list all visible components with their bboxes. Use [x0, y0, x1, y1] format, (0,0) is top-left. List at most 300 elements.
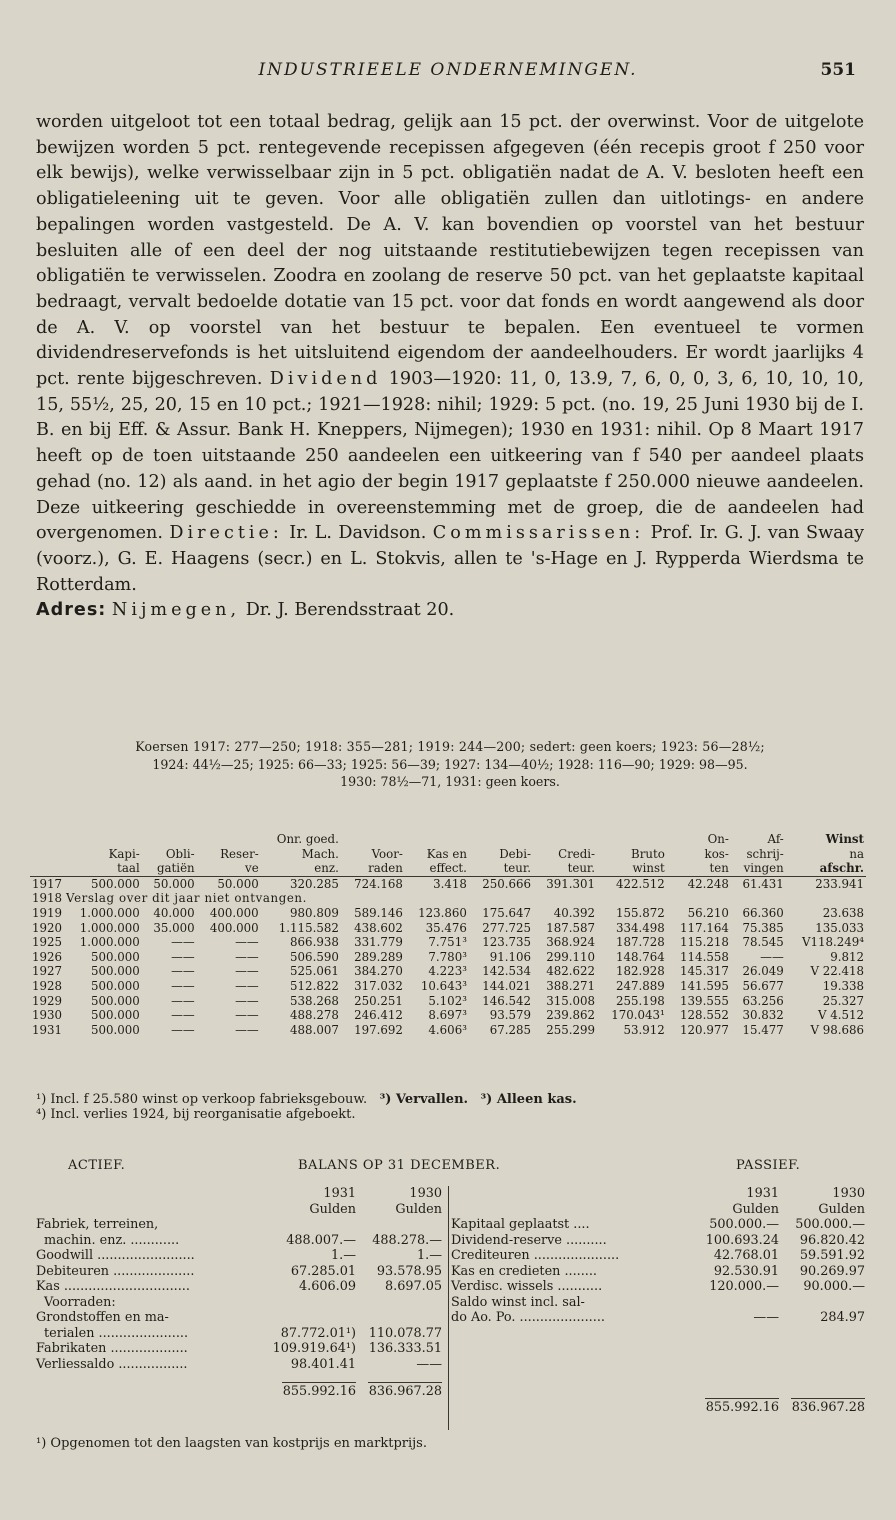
passief-year-1931: 1931 [746, 1186, 779, 1201]
koersen-line-1: Koersen 1917: 277—250; 1918: 355—281; 1919: 244—200; sedert: geen koers; 1923: 56—28½; [135, 739, 765, 754]
cell: —— [235, 949, 259, 964]
list-item [34, 1264, 444, 1280]
cell: 289.289 [354, 949, 403, 964]
cell: 3.418 [433, 876, 467, 891]
cell: 233.941 [815, 876, 864, 891]
item-label: Verliessaldo ................. [36, 1356, 188, 1372]
actief-total-row [34, 1372, 444, 1400]
item-1930: 93.578.95 [376, 1263, 442, 1279]
item-1930: 90.269.97 [799, 1263, 865, 1279]
list-item [449, 1279, 867, 1295]
passief-currency-1931: Gulden [732, 1201, 779, 1217]
running-title: INDUSTRIEELE ONDERNEMINGEN. [258, 60, 638, 80]
fin-h1-1 [64, 832, 142, 847]
cell: 1920 [32, 920, 63, 935]
koersen-line-3: 1930: 78½—71, 1931: geen koers. [340, 774, 560, 789]
fin-h2-4: Mach. [301, 846, 339, 861]
cell: 4.223³ [428, 964, 467, 979]
item-label: Grondstoffen en ma- [36, 1310, 169, 1325]
item-label: Goodwill ........................ [36, 1248, 195, 1263]
commissarissen-label: Commissarissen: [432, 523, 645, 544]
fin-h2-2: Obli- [165, 846, 195, 861]
item-label: do Ao. Po. ..................... [451, 1310, 605, 1325]
cell: 1925 [32, 935, 63, 950]
item-1931 [271, 1310, 358, 1326]
cell: 1929 [32, 993, 63, 1008]
cell: 117.164 [680, 920, 729, 935]
fin-h3-8: teur. [567, 861, 596, 876]
cell: 1926 [32, 949, 63, 964]
cell: 135.033 [815, 920, 864, 935]
cell: 142.534 [482, 964, 531, 979]
fin-h1-12: Winst [825, 832, 864, 846]
cell: 538.268 [290, 993, 339, 1008]
cell: 1930 [32, 1008, 63, 1023]
item-1931: 4.606.09 [299, 1279, 356, 1294]
dividend-label: Dividend [269, 369, 382, 390]
cell: 78.545 [742, 935, 784, 950]
table-row [30, 935, 866, 950]
item-label: Crediteuren ..................... [451, 1248, 620, 1263]
fin-h1-8 [533, 832, 597, 847]
cell: 182.928 [616, 964, 665, 979]
cell: 35.476 [425, 920, 467, 935]
cell: 7.780³ [428, 949, 467, 964]
item-1930 [781, 1295, 867, 1311]
footnote: ¹) Opgenomen tot den laagsten van kostprijs en marktprijs. [36, 1436, 427, 1451]
cell: 40.000 [153, 905, 195, 920]
cell: 91.106 [489, 949, 531, 964]
cell: 512.822 [290, 978, 339, 993]
cell: —— [171, 978, 195, 993]
cell: 23.638 [822, 905, 864, 920]
item-label: Fabriek, terreinen, [36, 1217, 159, 1232]
fin-h2-1: Kapi- [108, 846, 140, 861]
cell: 42.248 [687, 876, 729, 891]
cell: —— [171, 964, 195, 979]
cell: 187.728 [616, 935, 665, 950]
cell: 1931 [32, 1022, 63, 1037]
cell: 250.666 [482, 876, 531, 891]
list-item [449, 1295, 867, 1311]
cell: 56.677 [742, 978, 784, 993]
cell: 7.751³ [428, 935, 467, 950]
cell: 4.606³ [428, 1022, 467, 1037]
cell: 400.000 [209, 920, 259, 935]
item-1930: 59.591.92 [799, 1248, 865, 1263]
list-item [34, 1217, 444, 1233]
cell: 197.692 [354, 1022, 403, 1037]
cell: 1918 [32, 891, 63, 906]
cell: 67.285 [489, 1022, 531, 1037]
fin-h1-0 [30, 832, 64, 847]
item-1930: 8.697.05 [385, 1279, 442, 1294]
directie-label: Directie: [169, 523, 283, 544]
fin-h3-6: effect. [429, 861, 467, 876]
adres-street: Dr. J. Berendsstraat 20. [245, 600, 455, 621]
koersen-line-2: 1924: 44½—25; 1925: 66—33; 1925: 56—39; 1927: 134—40½; 1928: 116—90; 1929: 98—95. [152, 756, 748, 772]
cell: —— [171, 993, 195, 1008]
list-item [34, 1310, 444, 1326]
fin-h1-10: On- [707, 832, 729, 846]
cell: 277.725 [482, 920, 531, 935]
passief-currency-row [449, 1202, 867, 1218]
item-1930 [358, 1295, 444, 1311]
cell: 15.477 [742, 1022, 784, 1037]
table-row [30, 1023, 866, 1038]
cell: 50.000 [153, 876, 195, 891]
cell: 400.000 [209, 905, 259, 920]
table-row [30, 921, 866, 936]
cell: 75.385 [742, 920, 784, 935]
cell: 422.512 [616, 876, 665, 891]
row-note: Verslag over dit jaar niet ontvangen. [66, 891, 307, 906]
cell: 1917 [32, 876, 63, 891]
cell: 53.912 [623, 1022, 665, 1037]
fin-h3-12: afschr. [819, 861, 864, 876]
cell: 120.977 [680, 1022, 729, 1037]
note-4: ⁴) Incl. verlies 1924, bij reorganisatie afgeboekt. [36, 1107, 356, 1122]
cell: 500.000 [90, 949, 140, 964]
cell: 145.317 [680, 964, 729, 979]
cell: 19.338 [822, 978, 864, 993]
cell: 139.555 [680, 993, 729, 1008]
cell: 61.431 [742, 876, 784, 891]
cell: 175.647 [482, 905, 531, 920]
passief-table [448, 1186, 867, 1430]
cell: 1.000.000 [79, 935, 140, 950]
list-item [449, 1264, 867, 1280]
cell: 40.392 [553, 905, 596, 920]
item-1931: 42.768.01 [713, 1248, 779, 1263]
fin-h3-5: raden [368, 861, 403, 876]
cell: 500.000 [90, 993, 140, 1008]
cell: 8.697³ [428, 1008, 467, 1023]
item-1931: 1.— [330, 1248, 356, 1263]
cell: 93.579 [489, 1008, 531, 1023]
adres-city: Nijmegen, [111, 600, 241, 621]
spacer-row [449, 1326, 867, 1388]
list-item [34, 1279, 444, 1295]
cell: 1.000.000 [79, 905, 140, 920]
fin-h1-9 [597, 832, 667, 847]
cell: —— [235, 935, 259, 950]
item-label: Kas en credieten ........ [451, 1263, 597, 1279]
item-1930: 96.820.42 [799, 1232, 865, 1248]
table-row-1918 [30, 891, 866, 906]
cell: 9.812 [830, 949, 864, 964]
table-row [30, 950, 866, 965]
cell: —— [171, 949, 195, 964]
item-1930: 284.97 [820, 1310, 865, 1325]
item-1931: 120.000.— [709, 1279, 779, 1294]
fin-h3-7: teur. [503, 861, 531, 876]
cell: —— [171, 935, 195, 950]
actief-currency-1930: Gulden [395, 1201, 442, 1217]
cell: —— [760, 949, 784, 964]
cell: 500.000 [90, 978, 140, 993]
item-1930: 90.000.— [803, 1279, 865, 1294]
item-label: machin. enz. ............ [44, 1232, 180, 1248]
fin-h1-3 [197, 832, 261, 847]
actief-year-1930: 1930 [409, 1186, 442, 1201]
cell: 30.832 [742, 1008, 784, 1023]
cell: 128.552 [680, 1008, 729, 1023]
fin-h2-7: Debi- [499, 846, 531, 861]
item-1930: 500.000.— [795, 1217, 865, 1232]
actief-year-row [34, 1186, 444, 1202]
cell: 500.000 [90, 1022, 140, 1037]
item-label: Saldo winst incl. sal- [451, 1294, 585, 1310]
fin-h2-12: na [849, 846, 864, 861]
financial-table [30, 832, 866, 1037]
cell: —— [235, 993, 259, 1008]
item-1931 [695, 1295, 781, 1311]
fin-header-row-3 [30, 861, 866, 876]
cell: —— [235, 978, 259, 993]
item-1931: 92.530.91 [713, 1263, 779, 1279]
cell: 384.270 [354, 964, 403, 979]
notes-line-1 [36, 1092, 866, 1107]
cell: 246.412 [354, 1008, 403, 1023]
item-1931: 109.919.64¹) [272, 1341, 356, 1356]
item-1931: 488.007.— [286, 1232, 356, 1248]
cell: 247.889 [616, 978, 665, 993]
item-label: Verdisc. wissels ........... [451, 1279, 603, 1294]
fin-h1-6 [405, 832, 469, 847]
list-item [449, 1217, 867, 1233]
cell: 317.032 [354, 978, 403, 993]
cell: 141.595 [680, 978, 729, 993]
cell: 26.049 [742, 964, 784, 979]
cell: 146.542 [482, 993, 531, 1008]
actief-currency-row [34, 1202, 444, 1218]
table-row [30, 906, 866, 921]
cell: 56.210 [687, 905, 729, 920]
fin-h3-11: vingen [743, 861, 784, 876]
cell: 255.299 [546, 1022, 596, 1037]
item-1930 [358, 1310, 444, 1326]
cell: 320.285 [290, 876, 339, 891]
table-notes [36, 1092, 866, 1122]
cell: 315.008 [546, 993, 596, 1008]
cell: V 98.686 [810, 1022, 864, 1037]
fin-h3-4: enz. [314, 861, 339, 876]
fin-h2-10: kos- [704, 846, 729, 861]
directie-text: Ir. L. Davidson. [289, 523, 427, 544]
fin-h3-0 [30, 861, 64, 876]
table-row [30, 1008, 866, 1023]
cell: 123.860 [418, 905, 467, 920]
cell: 525.061 [290, 964, 339, 979]
actief-currency-1931: Gulden [309, 1201, 356, 1217]
fin-h3-1: taal [117, 861, 140, 876]
passief-title: PASSIEF. [736, 1158, 801, 1173]
fin-header-row-1 [30, 832, 866, 847]
item-label: Voorraden: [44, 1294, 116, 1310]
cell: 1919 [32, 905, 63, 920]
cell: 66.360 [742, 905, 784, 920]
cell: 170.043¹ [611, 1008, 665, 1023]
list-item [449, 1233, 867, 1249]
cell: 123.735 [482, 935, 531, 950]
fin-h2-0 [30, 847, 64, 862]
cell: —— [235, 964, 259, 979]
item-label: Debiteuren .................... [36, 1263, 195, 1279]
item-1931: 100.693.24 [705, 1232, 779, 1248]
cell: 1927 [32, 964, 63, 979]
adres-label: Adres: [36, 600, 107, 621]
table-row [30, 994, 866, 1009]
cell: 25.327 [822, 993, 864, 1008]
item-1931: 87.772.01¹) [280, 1325, 356, 1341]
fin-h2-3: Reser- [220, 846, 259, 861]
list-item [34, 1233, 444, 1249]
cell: 500.000 [90, 1008, 140, 1023]
paragraph-main: worden uitgeloot tot een totaal bedrag, gelijk aan 15 pct. der overwinst. Voor de uitgelote bewijzen worden 5 pct. rentegevende recepissen afgegeven (één recepis groot f 250 voor elk bewijs), welke verwisselbaar zijn in 5 pct. obligatiën nadat de A. V. besloten heeft een obligatieleening uit te geven. Voor alle obligatiën zullen dan uitlotings- en andere bepalingen worden vastgesteld. De A. V. kan bovendien op voorstel van het bestuur besluiten alle of een deel der nog uitstaande restitutiebewijzen tegen recepissen van obligatiën te verwisselen. Zoodra en zoolang de reserve 50 pct. van het geplaatste kapitaal bedraagt, vervalt bedoelde dotatie van 15 pct. voor dat fonds en wordt aangewend als door de A. V. op voorstel van het bestuur te bepalen. Een eventueel te vormen dividendreservefonds is het uitsluitend eigendom der aandeelhouders. Er wordt jaarlijks 4 pct. rente bijgeschreven. [36, 112, 864, 390]
cell: V 4.512 [817, 1008, 864, 1023]
dividend-text: 1903—1920: 11, 0, 13.9, 7, 6, 0, 0, 3, 6, 10, 10, 10, 15, 55½, 25, 20, 15 en 10 pct.; 1921—1928: nihil; 1929: 5 pct. (no. 19, 25 Juni 1930 bij de I. B. en bij Eff. & Assur. Bank H. Kneppers, Nijmegen); 1930 en 1931: nihil. Op 8 Maart 1917 heeft op de toen uitstaande 250 aandeelen een uitkeering van f 540 per aandeel plaats gehad (no. 12) als aand. in het agio der begin 1917 geplaatste f 250.000 nieuwe aandeelen. Deze uitkeering geschiedde in overeenstemming met de groep, die de aandeelen had overgenomen. [36, 369, 864, 544]
item-label: Kapitaal geplaatst .... [451, 1217, 590, 1232]
cell: —— [235, 1022, 259, 1037]
passief-year-row [449, 1186, 867, 1202]
actief-year-1931: 1931 [323, 1186, 356, 1201]
cell: 724.168 [354, 876, 403, 891]
fin-h3-9: winst [632, 861, 665, 876]
passief-year-1930: 1930 [832, 1186, 865, 1201]
cell: 488.007 [290, 1022, 339, 1037]
cell: 114.558 [680, 949, 729, 964]
cell: 980.809 [290, 905, 339, 920]
list-item [34, 1326, 444, 1342]
list-item [34, 1295, 444, 1311]
passief-currency-1930: Gulden [818, 1201, 865, 1217]
note-3: ³) Vervallen. [379, 1092, 469, 1107]
actief-total-1931: 855.992.16 [282, 1384, 356, 1399]
fin-h2-5: Voor- [371, 846, 403, 861]
item-1930: —— [416, 1356, 442, 1372]
fin-h3-2: gatiën [156, 861, 195, 876]
cell: 388.271 [546, 978, 596, 993]
cell: —— [171, 1022, 195, 1037]
cell: 50.000 [217, 876, 259, 891]
fin-h2-6: Kas en [426, 846, 467, 861]
page-number: 551 [820, 60, 856, 80]
item-1930: 136.333.51 [368, 1341, 442, 1356]
fin-h1-5 [341, 832, 405, 847]
item-1931: 98.401.41 [290, 1356, 356, 1372]
cell: 250.251 [354, 993, 403, 1008]
fin-h2-11: schrij- [746, 846, 784, 861]
cell: 155.872 [616, 905, 665, 920]
cell: 1.000.000 [79, 920, 140, 935]
item-1931: 67.285.01 [290, 1263, 356, 1279]
koersen-block [36, 738, 864, 791]
cell: 488.278 [290, 1008, 339, 1023]
passief-total-1931: 855.992.16 [705, 1399, 779, 1415]
cell: 10.643³ [420, 978, 467, 993]
cell: 331.779 [354, 935, 403, 950]
cell: 1928 [32, 978, 63, 993]
cell: 500.000 [90, 964, 140, 979]
fin-h2-8: Credi- [558, 846, 596, 861]
item-label: Dividend-reserve .......... [451, 1232, 607, 1248]
item-1930: 110.078.77 [368, 1325, 442, 1341]
passief-total-1930: 836.967.28 [791, 1399, 865, 1415]
cell: 334.498 [616, 920, 665, 935]
cell: —— [171, 1008, 195, 1023]
cell: 299.110 [546, 949, 596, 964]
cell: 255.198 [616, 993, 665, 1008]
page-header [36, 60, 860, 86]
item-1931: —— [753, 1310, 779, 1325]
cell: 148.764 [616, 949, 665, 964]
cell: 1.115.582 [278, 920, 339, 935]
item-1931 [271, 1295, 358, 1311]
actief-table [34, 1186, 444, 1400]
item-label: Kas ............................... [36, 1279, 190, 1294]
cell: 63.256 [742, 993, 784, 1008]
note-alleen-kas: ³) Alleen kas. [480, 1092, 577, 1107]
cell: V118.249⁴ [801, 935, 864, 950]
fin-h1-2 [142, 832, 197, 847]
cell: 589.146 [354, 905, 403, 920]
cell: 35.000 [153, 920, 195, 935]
fin-h1-11: Af- [767, 832, 784, 846]
cell: 144.021 [482, 978, 531, 993]
cell: 482.622 [546, 964, 596, 979]
list-item [34, 1341, 444, 1357]
list-item [449, 1310, 867, 1326]
cell: 115.218 [680, 935, 729, 950]
cell: 5.102³ [428, 993, 467, 1008]
item-label: Fabrikaten ................... [36, 1341, 188, 1356]
cell: 391.301 [546, 876, 596, 891]
table-row [30, 876, 866, 891]
item-1931: 500.000.— [709, 1217, 779, 1232]
fin-h3-10: ten [709, 861, 729, 876]
cell: —— [235, 1008, 259, 1023]
table-row [30, 979, 866, 994]
cell: 368.924 [546, 935, 596, 950]
cell: 506.590 [290, 949, 339, 964]
body-text [36, 110, 864, 624]
item-label: terialen ...................... [44, 1325, 189, 1341]
item-1930: 488.278.— [372, 1232, 442, 1248]
note-1: ¹) Incl. f 25.580 winst op verkoop fabrieksgebouw. [36, 1092, 368, 1107]
item-1930: 1.— [416, 1248, 442, 1263]
item-1930 [358, 1217, 444, 1233]
fin-h2-9: Bruto [631, 846, 665, 861]
list-item [34, 1248, 444, 1264]
table-row [30, 964, 866, 979]
commissarissen-text: Prof. Ir. G. J. van Swaay (voorz.), G. E. Haagens (secr.) en L. Stokvis, allen te 's-Hage en J. Rypperda Wierdsma te Rotterdam. [36, 523, 865, 595]
actief-total-1930: 836.967.28 [368, 1384, 442, 1399]
fin-h3-3: ve [245, 861, 259, 876]
cell: 500.000 [90, 876, 140, 891]
cell: 187.587 [546, 920, 596, 935]
actief-title: ACTIEF. [68, 1158, 126, 1173]
cell: 438.602 [354, 920, 403, 935]
balans-title: BALANS OP 31 DECEMBER. [298, 1158, 501, 1173]
passief-total-row [449, 1388, 867, 1416]
item-1931 [271, 1217, 358, 1233]
fin-h1-7 [469, 832, 533, 847]
fin-header-row-2 [30, 847, 866, 862]
cell: 239.862 [546, 1008, 596, 1023]
fin-h1-4: Onr. goed. [276, 832, 339, 846]
cell: 866.938 [290, 935, 339, 950]
